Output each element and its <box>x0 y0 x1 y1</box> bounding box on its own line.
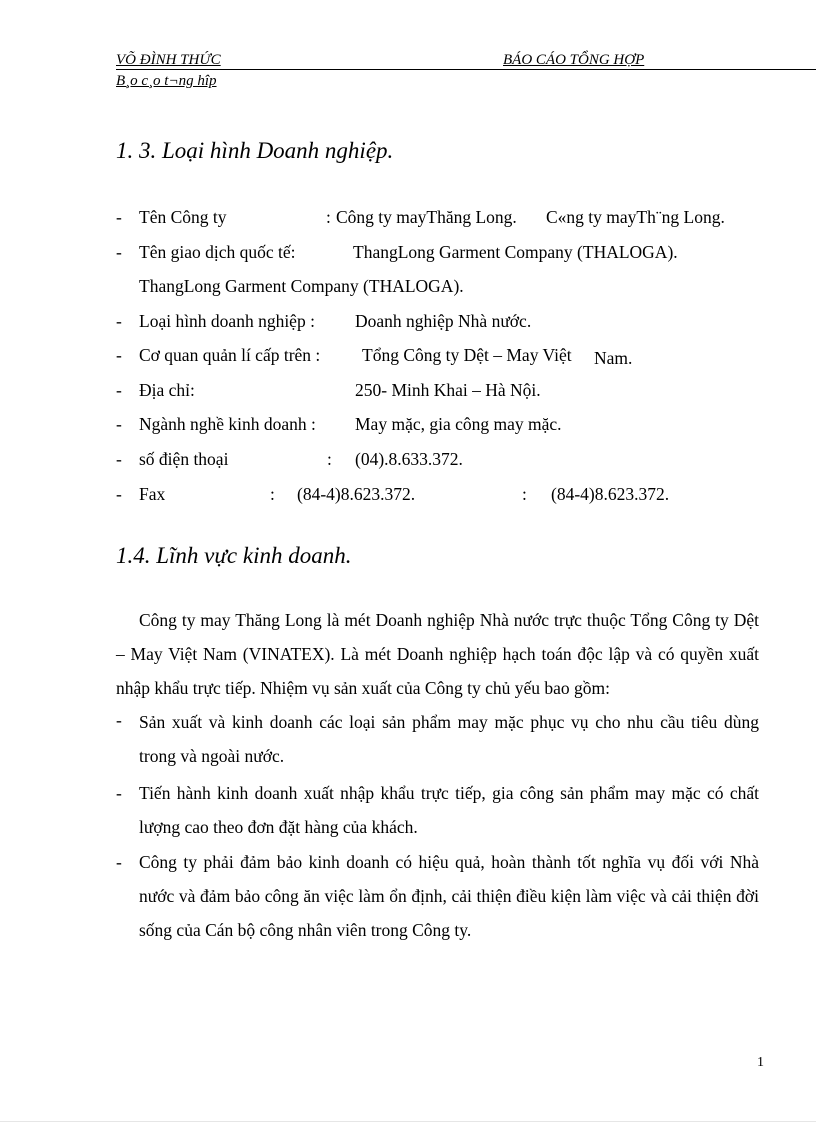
section-1-4-heading: 1.4. Lĩnh vực kinh doanh. <box>116 543 352 568</box>
bullet-dash: - <box>116 852 122 872</box>
duty-item: Tiến hành kinh doanh xuất nhập khẩu trực tiếp, gia công sản phẩm may mặc có chất lượng cao theo đơn đặt hàng của khách. <box>139 783 759 837</box>
row-value-trade-name: ThangLong Garment Company (THALOGA). <box>353 242 678 262</box>
row-label-address: Địa chỉ: <box>139 380 195 400</box>
row-value-fax: (84-4)8.623.372. <box>297 484 416 504</box>
row-value-supervising-agency-tail: Nam. <box>594 348 633 368</box>
bullet-dash: - <box>116 207 122 227</box>
row-sep: : <box>522 484 527 504</box>
duty-item: Công ty phải đảm bảo kinh doanh có hiệu quả, hoàn thành tốt nghĩa vụ đối với Nhà nước và đảm bảo công ăn việc làm ổn định, cải thiện điều kiện làm việc và cải thiện đời sống của Cán bộ công nhân viên trong Công ty. <box>139 852 759 940</box>
row-label-supervising-agency: Cơ quan quản lí cấp trên : <box>139 345 321 365</box>
duty-item: Sản xuất và kinh doanh các loại sản phẩm may mặc phục vụ cho nhu cầu tiêu dùng trong và ngoài nước. <box>139 712 759 766</box>
bullet-dash: - <box>116 783 122 803</box>
bullet-dash: - <box>116 311 122 331</box>
page-bottom-rule <box>0 1121 816 1122</box>
bullet-dash: - <box>116 242 122 262</box>
bullet-dash: - <box>116 484 122 504</box>
bullet-dash: - <box>116 345 122 365</box>
row-value-address: 250- Minh Khai – Hà Nội. <box>355 380 541 400</box>
row-value-business-line: May mặc, gia công may mặc. <box>355 414 562 434</box>
header-rule <box>116 69 816 70</box>
section-1-4-intro: Công ty may Thăng Long là mét Doanh nghiệp Nhà nước trực thuộc Tổng Công ty Dệt – May Việt Nam (VINATEX). Là mét Doanh nghiệp hạch toán độc lập và có quyền xuất nhập khẩu trực tiếp. Nhiệm vụ sản xuất của Công ty chủ yếu bao gồm: <box>116 610 759 698</box>
header-author: VÕ ĐÌNH THỨC <box>116 52 221 68</box>
row-value-fax-duplicate: (84-4)8.623.372. <box>551 484 670 504</box>
header-subline: B¸o c¸o t¬ng hîp <box>116 73 217 89</box>
row-sep: : <box>326 207 331 227</box>
row-label-fax: Fax <box>139 484 166 504</box>
row-value-phone: (04).8.633.372. <box>355 449 463 469</box>
row-value-enterprise-type: Doanh nghiệp Nhà nước. <box>355 311 532 331</box>
row-sep: : <box>327 449 332 469</box>
row-label-enterprise-type: Loại hình doanh nghiệp : <box>139 311 315 331</box>
row-value-company: Công ty mayThăng Long. <box>336 207 517 227</box>
bullet-dash: - <box>116 414 122 434</box>
row-value-company-legacy: C«ng ty mayTh¨ng Long. <box>546 207 725 227</box>
row-label-phone: số điện thoại <box>139 449 229 469</box>
header-report-title: BÁO CÁO TỔNG HỢP <box>503 52 645 68</box>
bullet-dash: - <box>116 380 122 400</box>
bullet-dash: - <box>116 449 122 469</box>
bullet-dash: - <box>116 710 122 730</box>
row-label-business-line: Ngành nghề kinh doanh : <box>139 414 316 434</box>
page-number: 1 <box>757 1055 764 1070</box>
row-value-trade-name-continuation: ThangLong Garment Company (THALOGA). <box>139 276 464 296</box>
row-value-supervising-agency: Tổng Công ty Dệt – May Việt <box>362 345 572 365</box>
row-label-trade-name: Tên giao dịch quốc tế: <box>139 242 296 262</box>
row-label-company: Tên Công ty <box>139 207 227 227</box>
row-sep: : <box>270 484 275 504</box>
section-1-3-heading: 1. 3. Loại hình Doanh nghiệp. <box>116 138 394 163</box>
